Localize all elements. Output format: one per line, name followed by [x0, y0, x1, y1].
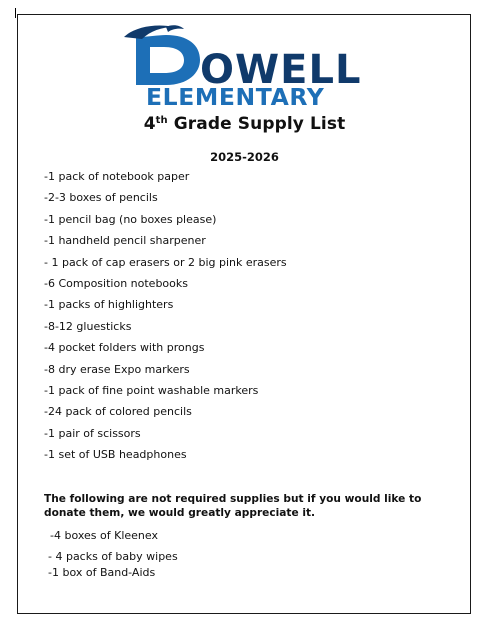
list-item: -1 pair of scissors — [44, 426, 141, 440]
list-item: -1 set of USB headphones — [44, 448, 187, 462]
dolphin-d-icon — [124, 25, 200, 85]
list-item: -24 pack of colored pencils — [44, 405, 192, 419]
donation-item: - 4 packs of baby wipes — [48, 550, 178, 563]
donation-note: The following are not required supplies but if you would like to donate them, we would greatly appreciate it. — [44, 493, 422, 519]
donation-item: -4 boxes of Kleenex — [50, 529, 158, 542]
list-item: -1 pencil bag (no boxes please) — [44, 212, 217, 226]
list-item: -2-3 boxes of pencils — [44, 191, 158, 205]
title-ordinal: th — [155, 115, 168, 126]
logo-word-top: OWELL — [200, 47, 362, 93]
list-item: -1 pack of fine point washable markers — [44, 383, 259, 397]
text-cursor — [15, 8, 16, 18]
list-item: -1 pack of notebook paper — [44, 170, 190, 183]
title-text: Grade Supply List — [167, 114, 346, 134]
title-grade-number: 4 — [143, 114, 156, 134]
donation-item: -1 box of Band-Aids — [48, 566, 156, 579]
dowell-elementary-logo — [122, 23, 368, 109]
list-item: -1 handheld pencil sharpener — [44, 234, 206, 248]
supply-list — [44, 170, 287, 469]
list-item: -8-12 gluesticks — [44, 319, 132, 333]
list-item: -6 Composition notebooks — [44, 276, 188, 290]
school-year: 2025-2026 — [210, 150, 279, 164]
list-item: -1 packs of highlighters — [44, 298, 174, 312]
logo-word-bottom: ELEMENTARY — [146, 83, 325, 109]
list-item: -8 dry erase Expo markers — [44, 362, 190, 376]
list-item: - 1 pack of cap erasers or 2 big pink erasers — [44, 255, 287, 269]
page-title — [0, 114, 489, 134]
list-item: -4 pocket folders with prongs — [44, 341, 205, 355]
